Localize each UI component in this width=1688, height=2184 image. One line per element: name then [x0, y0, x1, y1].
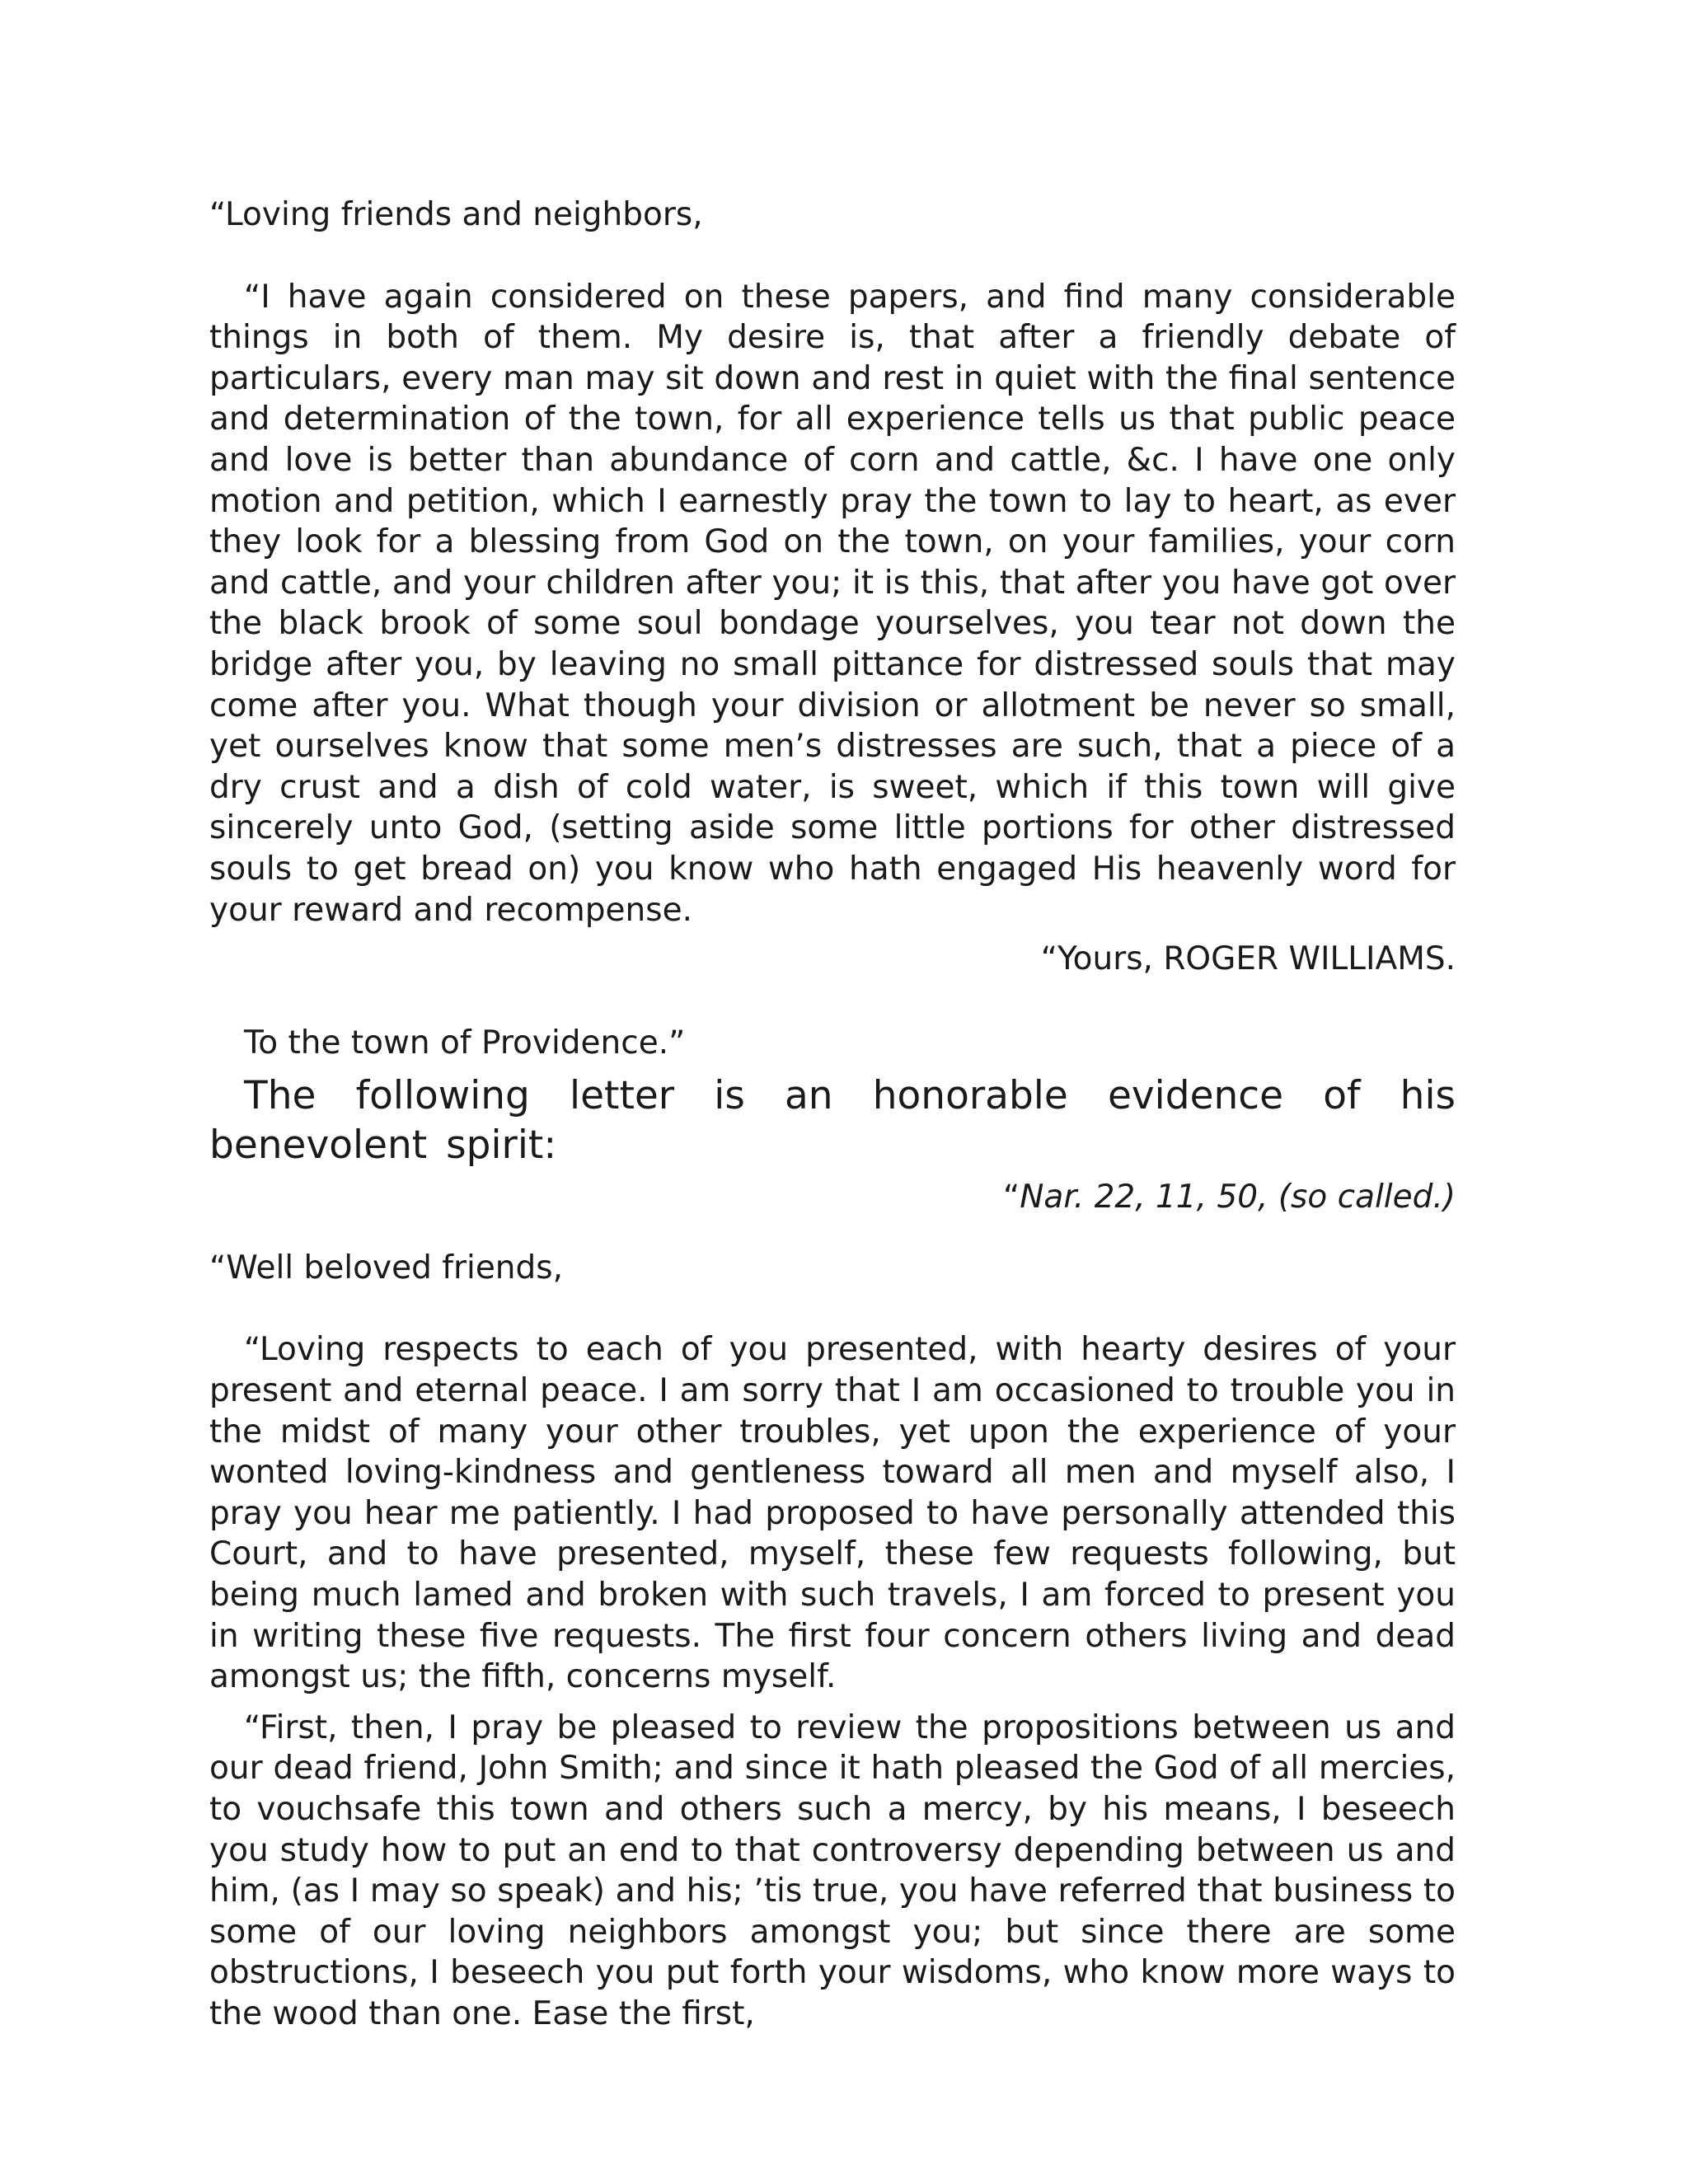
letter2-paragraph-1: “Loving respects to each of you presented, with hearty desires of your present and eternal peace. I am sorry that I am occasioned to trouble you in the midst of many your other troubles, yet upon the experience of your wonted loving-kindness and gentleness toward all men and myself also, I pray you hear me patiently. I had proposed to have personally attended this Court, and to have presented, myself, these few requests following, but being much lamed and broken with such travels, I am forced to present you in writing these five requests. The first four concern others living and dead amongst us; the fifth, concerns myself. — [209, 1331, 1456, 1696]
letter1-body: “I have again considered on these papers, and find many considerable things in both of them. My desire is, that after a friendly debate of particulars, every man may sit down and rest in quiet with the final sentence and determination of the town, for all experience tells us that public peace and love is better than abundance of corn and cattle, &c. I have one only motion and petition, which I earnestly pray the town to lay to heart, as ever they look for a blessing from God on the town, on your families, your corn and cattle, and your children after you; it is this, that after you have got over the black brook of some soul bondage yourselves, you tear not down the bridge after you, by leaving no small pittance for distressed souls that may come after you. What though your division or allotment be never so small, yet ourselves know that some men’s distresses are such, that a piece of a dry crust and a dish of cold water, is sweet, which if this town will give sincerely unto God, (setting aside some little portions for other distressed souls to get bread on) you know who hath engaged His heavenly word for your reward and recompense. — [209, 278, 1456, 929]
letter2-date-line — [209, 1177, 1456, 1218]
letter2-date: Nar. 22, 11, 50, (so called.) — [1020, 1179, 1456, 1216]
letter1-signature: “Yours, ROGER WILLIAMS. — [1040, 940, 1456, 978]
document-page — [209, 194, 1456, 2035]
letter2-paragraph-2: “First, then, I pray be pleased to review the propositions between us and our dead friend, John Smith; and since it hath pleased the God of all mercies, to vouchsafe this town and others such a mercy, by his means, I beseech you study how to put an end to that controversy depending between us and him, (as I may so speak) and his; ’tis true, you have referred that business to some of our loving neighbors amongst you; but since there are some obstructions, I beseech you put forth your wisdoms, who know more ways to the wood than one. Ease the first, — [209, 1708, 1456, 2032]
letter2-salutation: “Well beloved friends, — [209, 1249, 563, 1286]
letter1-salutation: “Loving friends and neighbors, — [209, 196, 703, 233]
letter2-date-quote: “ — [1003, 1179, 1020, 1216]
intro-paragraph: The following letter is an honorable evidence of his benevolent spirit: — [209, 1073, 1456, 1169]
letter1-address: To the town of Providence.” — [244, 1024, 686, 1062]
